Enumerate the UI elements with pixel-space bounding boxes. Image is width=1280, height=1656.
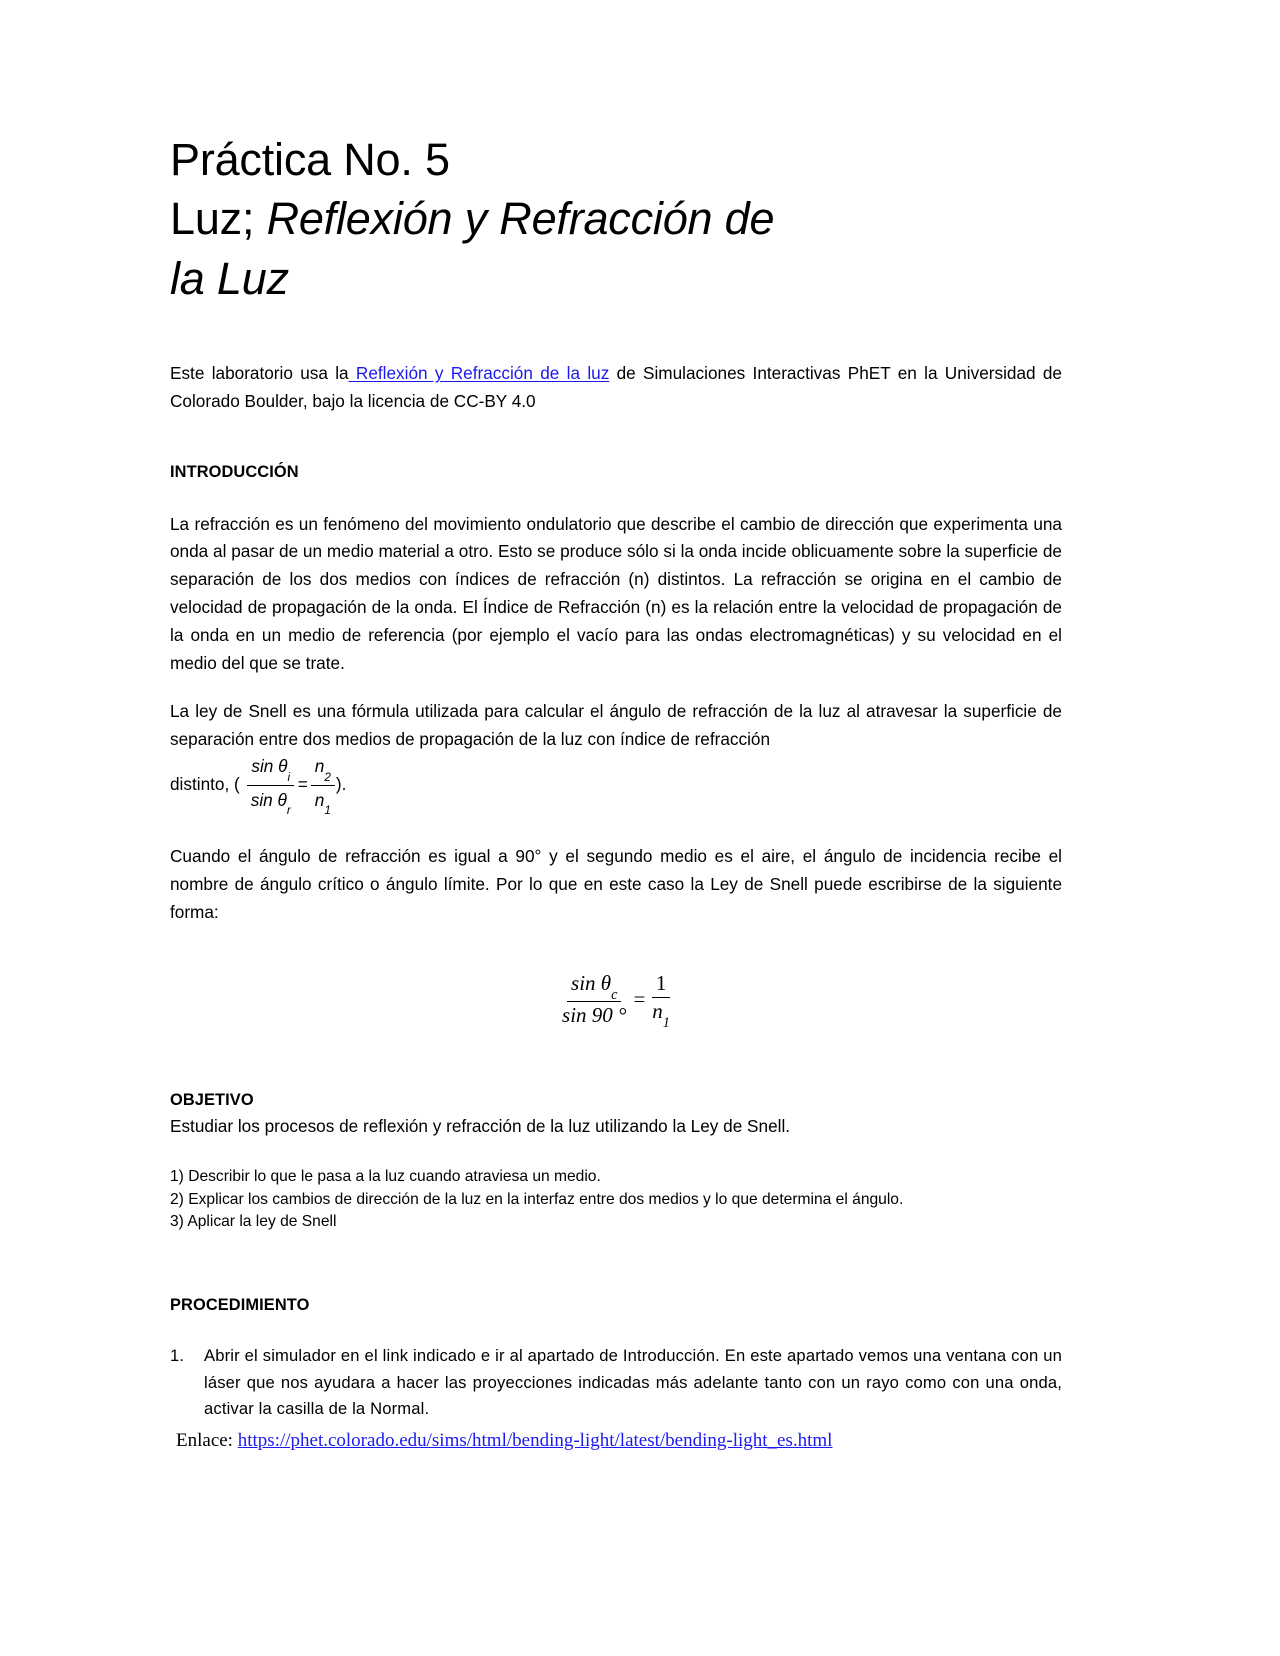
objetivo-list-item: 2) Explicar los cambios de dirección de la luz en la interfaz entre dos medios y lo que determina el ángulo. — [170, 1190, 904, 1208]
snell-right-numerator: $n_2$ — [311, 753, 335, 785]
snell-left-denominator: $\sin \theta_r$ — [250, 789, 291, 818]
objetivo-text: Estudiar los procesos de reflexión y refracción de la luz utilizando la Ley de Snell. — [170, 1115, 791, 1136]
procedure-step-text: Abrir el simulador en el link indicado e ir al apartado de Introducción. En este apartado vemos una ventana con un láser que nos ayudara a hacer las proyecciones indicadas más adelante tanto con un rayo como con una onda, activar la casilla de la Normal. — [204, 1346, 1062, 1418]
objetivo-list-item: 1) Describir lo que le pasa a la luz cuando atraviesa un medio. — [170, 1168, 601, 1186]
critical-left-denominator: sin 90 ° — [562, 1002, 627, 1027]
objetivo-list-item: 3) Aplicar la ley de Snell — [170, 1212, 337, 1230]
critical-left-fraction — [558, 971, 630, 1028]
snell-left-fraction — [247, 753, 295, 817]
procedure-step — [170, 1343, 1062, 1422]
critical-right-fraction — [648, 970, 674, 1031]
procedure-enlace-line — [170, 1427, 1062, 1456]
snell-prefix-text: distinto, ( — [170, 774, 240, 795]
critical-right-numerator: 1 — [652, 971, 671, 998]
introduccion-paragraph-3: Cuando el ángulo de refracción es igual a 90° y el segundo medio es el aire, el ángulo de incidencia recibe el nombre de ángulo crítico o ángulo límite. Por lo que en este caso la Ley de Snell puede escribirse de la siguiente forma: — [170, 846, 1062, 922]
procedure-step-number: 1. — [170, 1346, 184, 1366]
bending-light-sim-url[interactable]: https://phet.colorado.edu/sims/html/bending-light/latest/bending-light_es.html — [237, 1430, 833, 1452]
objetivo-list — [170, 1166, 1062, 1232]
critical-equals-sign: = — [633, 986, 646, 1011]
snell-law-inline-line — [170, 753, 1062, 817]
credit-after-link: de Simulaciones Interactivas PhET en la Universidad de Colorado Boulder, bajo la licencia de CC-BY 4.0 — [170, 363, 1062, 412]
credit-paragraph — [170, 360, 1062, 416]
introduccion-paragraph-1: La refracción es un fenómeno del movimiento ondulatorio que describe el cambio de dirección que experimenta una onda al pasar de un medio material a otro. Esto se produce sólo si la onda incide oblicuamente sobre la superficie de separación de los dos medios con índices de refracción (n) distintos. La refracción se origina en el cambio de velocidad de propagación de la onda. El Índice de Refracción (n) es la relación entre la velocidad de propagación de la onda en un medio de referencia (por ejemplo el vacío para las ondas electromagnéticas) y su velocidad en el medio del que se trate. — [170, 513, 1062, 673]
section-heading-objetivo: OBJETIVO — [170, 1090, 254, 1109]
snell-right-fraction — [311, 753, 335, 817]
critical-right-denominator: $n_1$ — [652, 998, 670, 1031]
title-line-2 — [170, 189, 1062, 248]
introduccion-paragraph-2: La ley de Snell es una fórmula utilizada para calcular el ángulo de refracción de la luz al atravesar la superficie de separación entre dos medios de propagación de la luz con índice de refracción — [170, 700, 1062, 749]
title-line-1: Práctica No. 5 — [170, 134, 450, 185]
credit-before-link: Este laboratorio usa la — [170, 363, 349, 384]
page-title — [170, 130, 1062, 308]
snell-suffix-text: ). — [335, 774, 347, 795]
snell-law-formula — [246, 753, 336, 817]
snell-right-denominator: $n_1$ — [314, 789, 331, 818]
section-heading-procedimiento: PROCEDIMIENTO — [170, 1295, 310, 1314]
title-line-3: la Luz — [170, 252, 289, 304]
snell-left-numerator: $\sin \theta_i$ — [247, 753, 294, 785]
section-heading-introduccion: INTRODUCCIÓN — [170, 462, 299, 481]
critical-angle-formula — [170, 970, 1062, 1031]
phet-simulation-link[interactable]: Reflexión y Refracción de la luz — [348, 363, 610, 384]
title-line-2-italic: Reflexión y Refracción de — [266, 193, 775, 245]
enlace-label: Enlace: — [176, 1430, 238, 1452]
critical-left-numerator: $\sin \theta_c$ — [567, 971, 621, 1002]
title-line-2-plain: Luz; — [170, 193, 267, 245]
snell-equals-sign: = — [297, 774, 308, 795]
